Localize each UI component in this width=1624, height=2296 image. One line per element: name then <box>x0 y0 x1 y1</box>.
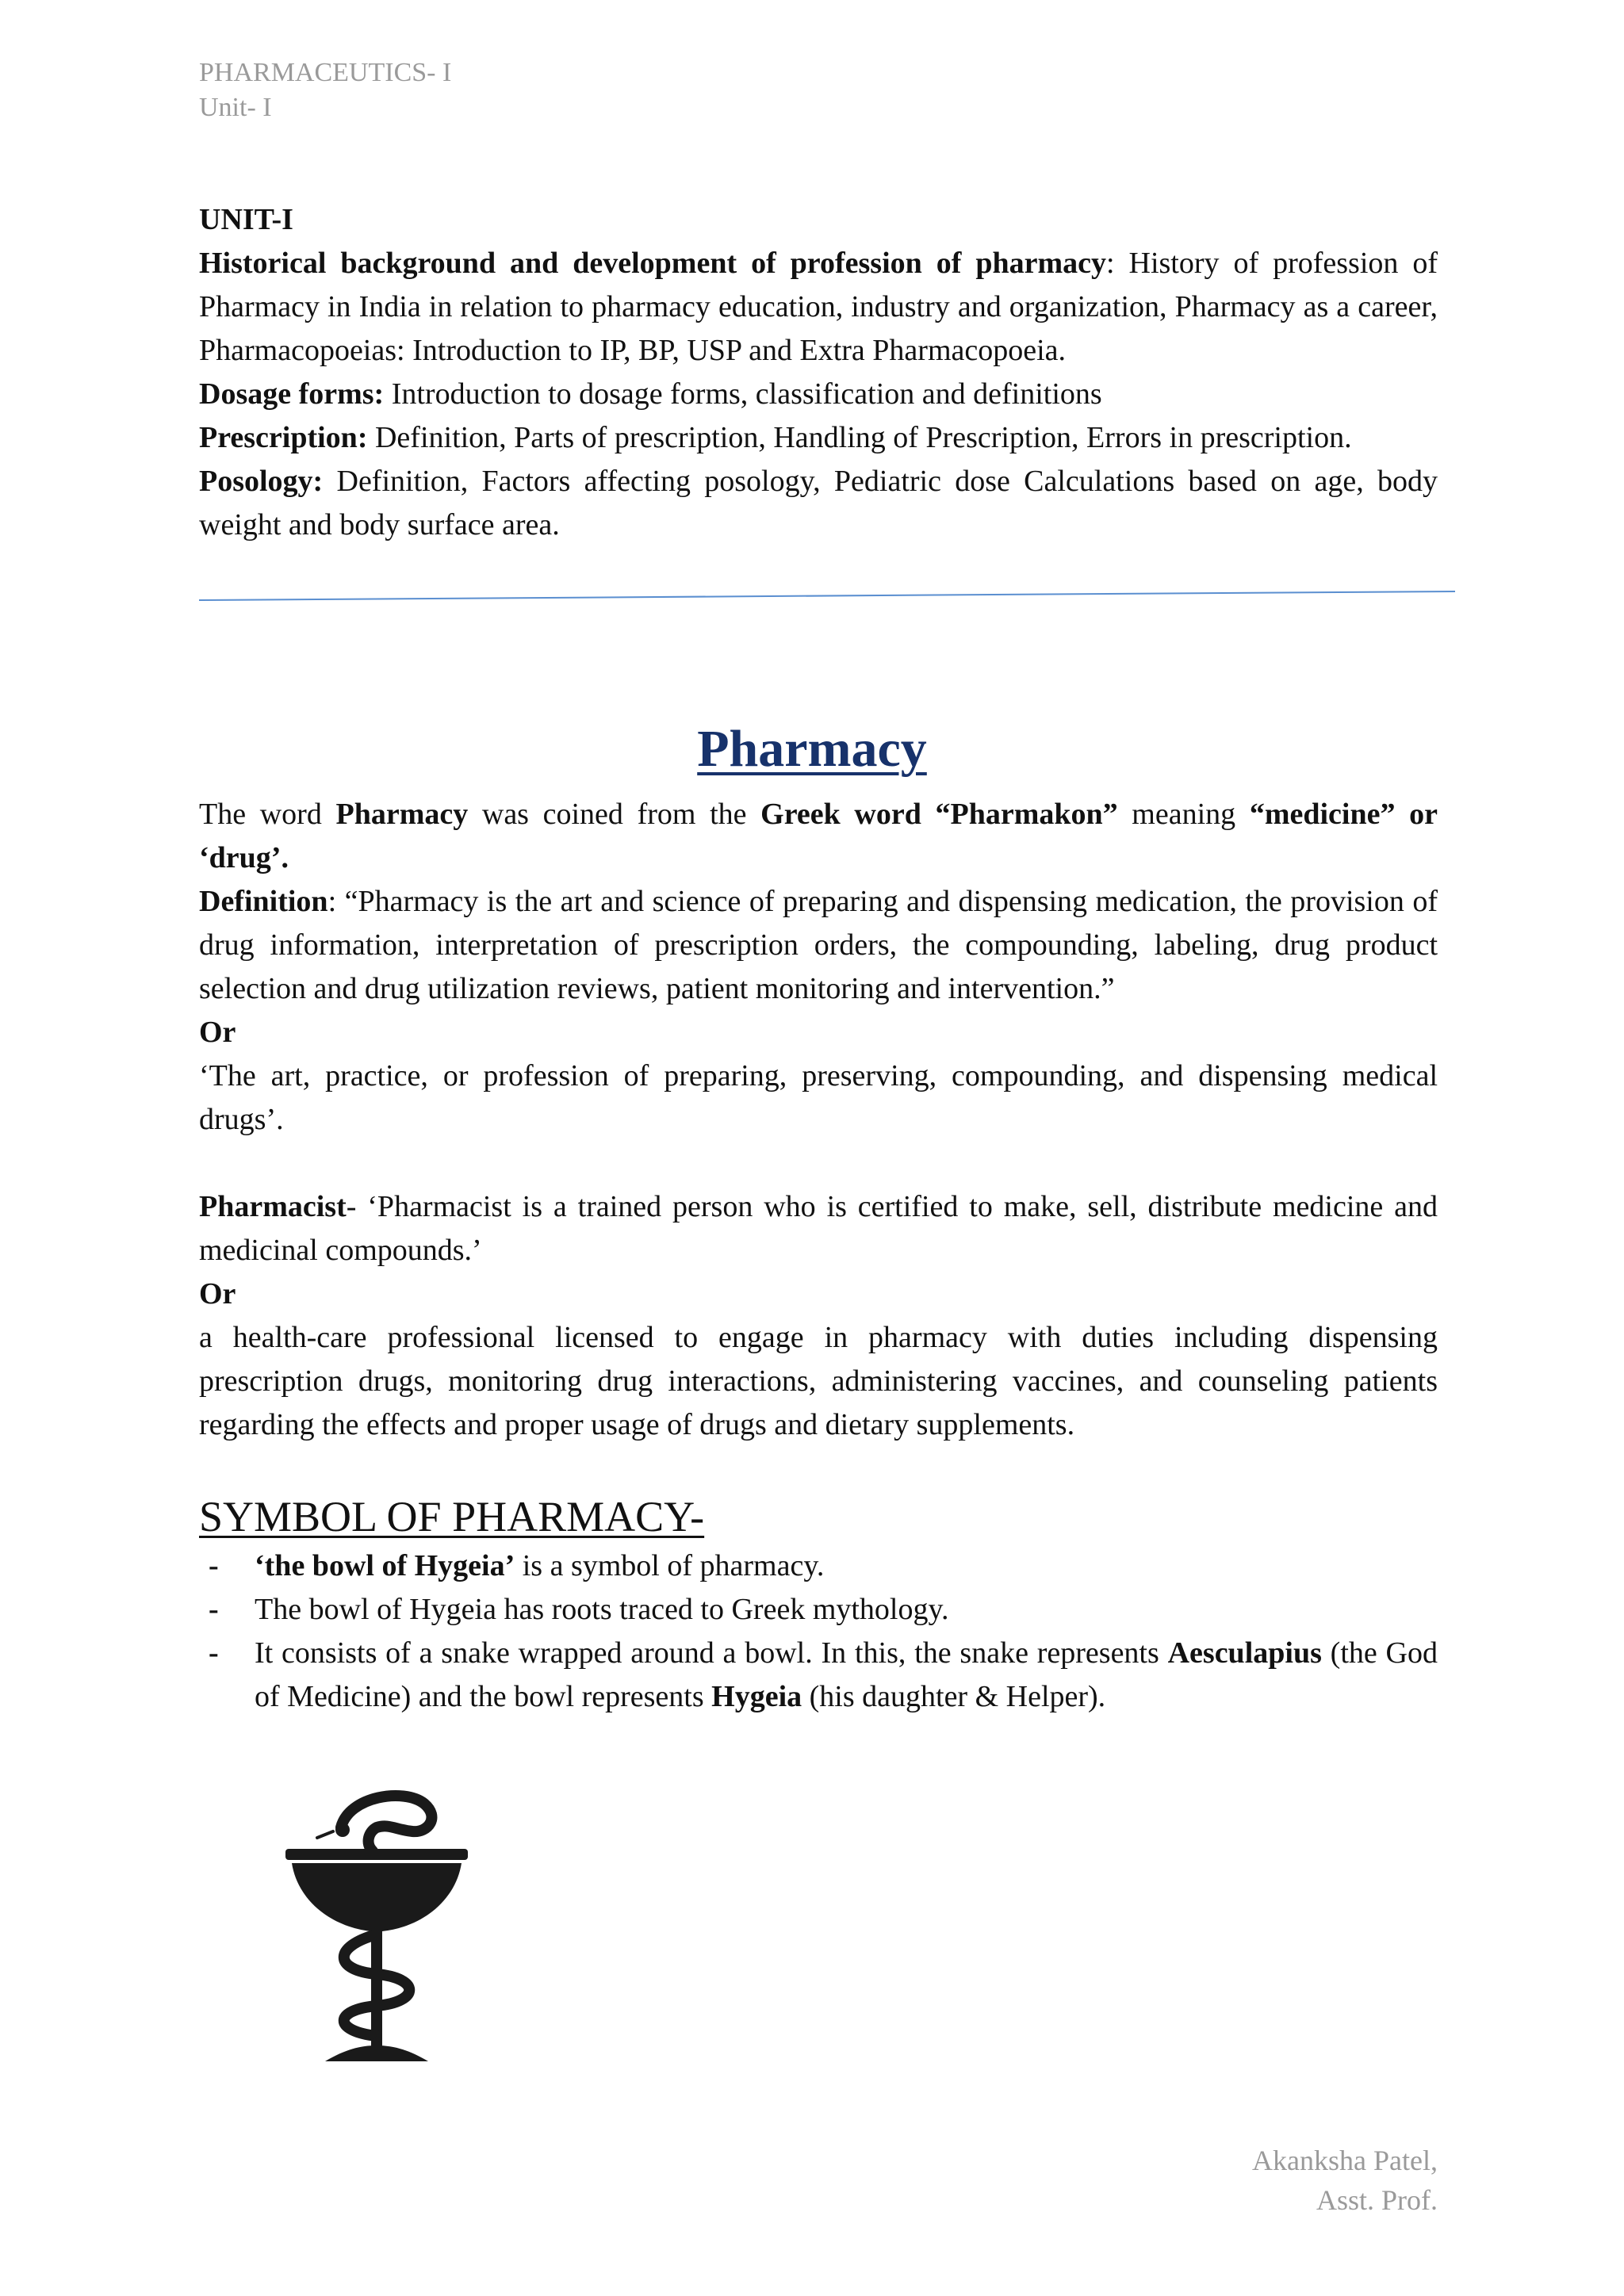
bullet-dash: - <box>209 1636 219 1670</box>
or-separator: Or <box>199 1016 236 1049</box>
page-title: Pharmacy <box>697 720 927 778</box>
unit-title: UNIT-I <box>199 203 293 236</box>
symbol-list <box>199 1544 1438 1719</box>
header-subject: PHARMACEUTICS- I <box>199 58 452 87</box>
bullet-dash: - <box>209 1593 219 1626</box>
pharmacist-alt-definition: a health-care professional licensed to engage in pharmacy with duties including dispensing prescription drugs, monitoring drug interactions, administering vaccines, and counseling patients regarding the effects and proper usage of drugs and dietary supplements. <box>199 1321 1438 1441</box>
history-text: : History of profession of Pharmacy in India in relation to pharmacy education, industry and organization, Pharmacy as a career, Pharmacopoeias: Introduction to IP, BP, USP and Extra Pharmacopoeia. <box>199 247 1438 367</box>
prescription-label: Prescription: <box>199 421 368 454</box>
syllabus-posology <box>199 460 1438 547</box>
running-header <box>199 55 451 125</box>
pharmacist-definition <box>199 1185 1438 1272</box>
list-item: - ‘the bowl of Hygeia’ is a symbol of pharmacy. <box>199 1544 1438 1588</box>
section-divider <box>199 588 1455 604</box>
syllabus-section <box>199 198 1438 547</box>
syllabus-prescription <box>199 416 1438 460</box>
pharmacy-section <box>199 793 1438 1447</box>
syllabus-dosage <box>199 373 1438 416</box>
author-role: Asst. Prof. <box>1316 2184 1438 2216</box>
symbol-heading: SYMBOL OF PHARMACY- <box>199 1493 705 1540</box>
pharmacist-label: Pharmacist <box>199 1190 347 1223</box>
bowl-of-hygeia-icon <box>285 1784 468 2069</box>
history-label: Historical background and development of profession of pharmacy <box>199 247 1106 280</box>
definition-label: Definition <box>199 885 328 918</box>
pharmacy-definition <box>199 880 1438 1011</box>
dosage-text: Introduction to dosage forms, classification and definitions <box>384 377 1102 411</box>
or-separator: Or <box>199 1277 236 1311</box>
posology-label: Posology: <box>199 465 324 498</box>
posology-text: Definition, Factors affecting posology, Pediatric dose Calculations based on age, body weight and body surface area. <box>199 465 1438 541</box>
header-unit: Unit- I <box>199 93 272 122</box>
definition-text: : “Pharmacy is the art and science of preparing and dispensing medication, the provision of drug information, interpretation of prescription orders, the compounding, labeling, drug product selection and drug utilization reviews, patient monitoring and intervention.” <box>199 885 1438 1005</box>
bullet-dash: - <box>209 1549 219 1582</box>
pharmacist-text: - ‘Pharmacist is a trained person who is certified to make, sell, distribute medicine and medicinal compounds.’ <box>199 1190 1438 1267</box>
author-signature <box>1252 2141 1438 2220</box>
list-item: - The bowl of Hygeia has roots traced to Greek mythology. <box>199 1588 1438 1632</box>
list-item: - It consists of a snake wrapped around a bowl. In this, the snake represents Aesculapius (the God of Medicine) and the bowl represents Hygeia (his daughter & Helper). <box>199 1632 1438 1719</box>
prescription-text: Definition, Parts of prescription, Handling of Prescription, Errors in prescription. <box>367 421 1352 454</box>
dosage-label: Dosage forms: <box>199 377 385 411</box>
author-name: Akanksha Patel, <box>1252 2145 1438 2176</box>
pharmacy-alt-definition: ‘The art, practice, or profession of preparing, preserving, compounding, and dispensing medical drugs’. <box>199 1059 1438 1136</box>
syllabus-history <box>199 242 1438 373</box>
pharmacy-intro: The word Pharmacy was coined from the Greek word “Pharmakon” meaning “medicine” or ‘drug’. <box>199 798 1438 874</box>
spacer <box>199 1142 1438 1185</box>
